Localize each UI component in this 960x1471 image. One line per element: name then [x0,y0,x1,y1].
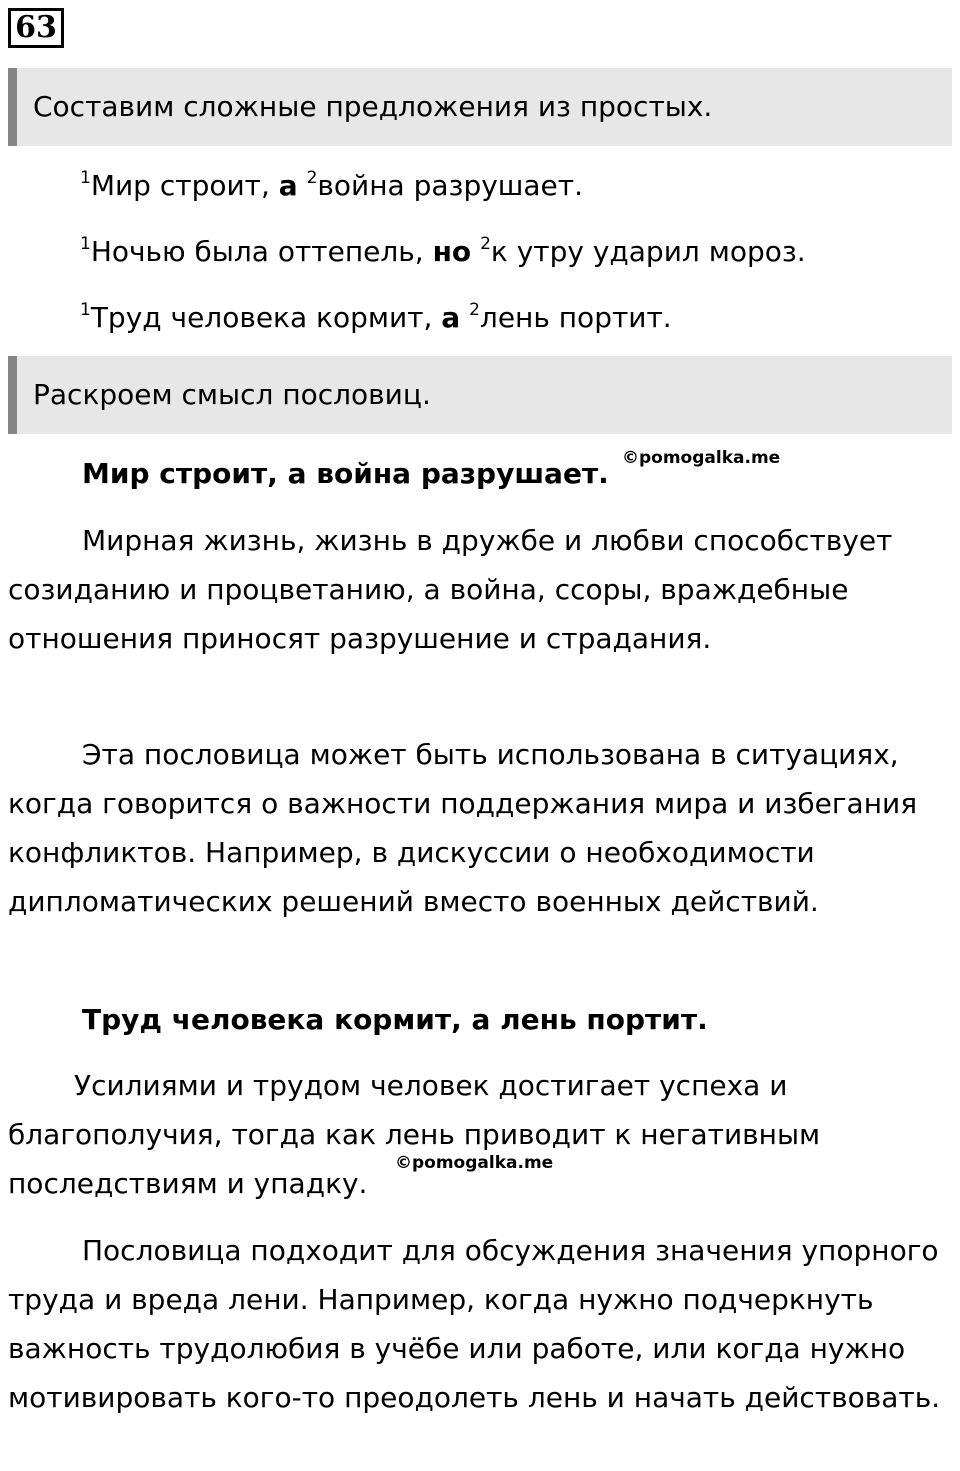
proverb-2-usage: Пословица подходит для обсуждения значения упорного труда и вреда лени. Например, когда нужно подчеркнуть важность трудолюбия в учёбе или работе, или когда нужно мотивировать кого-то преодолеть лень и начать действовать. [8,1234,941,1414]
exercise-number: 63 [8,8,64,48]
clause-text: война разрушает. [317,169,583,202]
clause-text: к утру ударил мороз. [490,235,806,268]
clause-text: Труд человека кормит, [90,301,442,334]
sentence-3 [80,298,672,338]
watermark: ©pomogalka.me [395,1153,554,1173]
watermark: ©pomogalka.me [622,448,781,468]
task-header-proverbs-text: Раскроем смысл пословиц. [33,378,431,411]
task-header-compose-text: Составим сложные предложения из простых. [33,90,713,123]
clause-number: 1 [80,234,91,254]
proverb-1-usage: Эта пословица может быть использована в ситуациях, когда говорится о важности поддержания мира и избегания конфликтов. Например, в дискуссии о необходимости дипломатических решений вместо военных действий. [8,738,918,918]
proverb-2-title: Труд человека кормит, а лень портит. [82,1003,708,1036]
sentence-1 [80,166,583,206]
clause-number: 1 [80,300,91,320]
clause-text: Ночью была оттепель, [90,235,433,268]
proverb-2-meaning: Усилиями и трудом человек достигает успеха и благополучия, тогда как лень приводит к негативным последствиям и упадку. [8,1069,821,1200]
clause-number: 2 [306,168,318,188]
clause-number: 2 [469,300,480,320]
clause-text: Мир строит, [90,169,279,202]
proverb-1-title: Мир строит, а война разрушает. [82,457,609,490]
conjunction: а [278,169,298,202]
task-header-proverbs [8,356,952,434]
task-header-compose [8,68,952,146]
proverb-1-meaning: Мирная жизнь, жизнь в дружбе и любви способствует созиданию и процветанию, а война, ссоры, враждебные отношения приносят разрушение и страдания. [8,524,893,655]
clause-number: 2 [480,234,491,254]
sentence-2 [80,232,806,272]
conjunction: но [432,235,472,268]
clause-number: 1 [80,168,91,188]
conjunction: а [441,301,461,334]
clause-text: лень портит. [479,301,672,334]
